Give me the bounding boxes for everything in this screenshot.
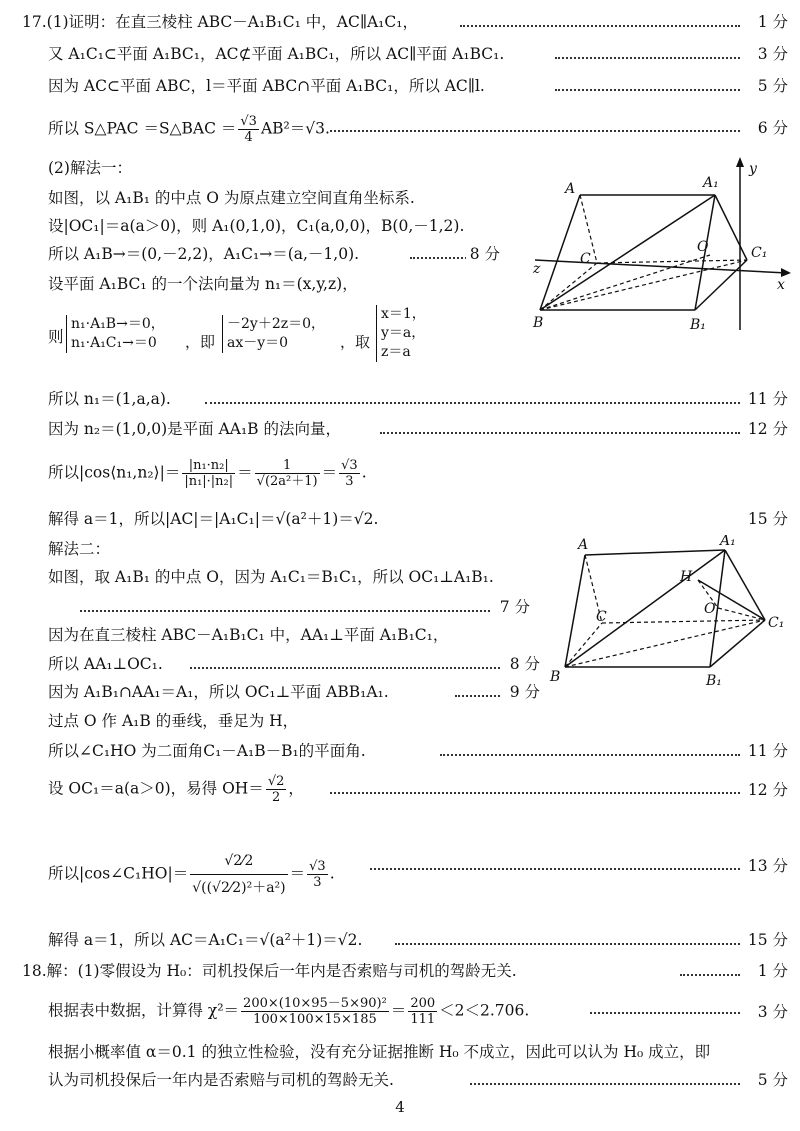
line-text: 所以 n₁＝(1,a,a).: [48, 390, 171, 408]
line-text: [48, 848, 335, 901]
denominator: 3: [313, 875, 322, 890]
leader-dots: [330, 130, 740, 132]
leader-dots: [190, 667, 500, 669]
score-label: 8 分: [466, 244, 500, 264]
line-text: 因为 A₁B₁∩AA₁＝A₁，所以 OC₁⊥平面 ABB₁A₁.: [48, 683, 389, 701]
answer-line: [0, 990, 800, 1034]
score-label: 5 分: [754, 1070, 788, 1090]
fraction: [182, 458, 235, 489]
answer-line: [0, 505, 800, 535]
segment-b-a1: [565, 550, 725, 667]
answer-line: [0, 448, 800, 492]
line-text: 所以∠C₁HO 为二面角C₁－A₁B－B₁的平面角.: [48, 742, 366, 760]
fraction: [266, 774, 287, 805]
numerator: |n₁·n₂|: [182, 458, 235, 474]
denominator: 111: [410, 1012, 436, 1027]
denominator: 100×100×15×185: [253, 1012, 377, 1027]
edge-a-b: [565, 555, 585, 667]
score-label: 15 分: [744, 509, 788, 529]
numerator: √2: [267, 774, 285, 789]
line-text: ，取: [340, 333, 371, 351]
formula-text: 所以|cos∠C₁HO|＝: [48, 864, 189, 883]
answer-line: [0, 1038, 800, 1068]
denominator: 3: [345, 474, 354, 489]
line-text: 18.解：(1)零假设为 H₀：司机投保后一年内是否索赔与司机的驾龄无关.: [22, 962, 517, 980]
equation: z＝a: [381, 344, 411, 360]
label-z: z: [533, 261, 541, 277]
equation: ax－y＝0: [227, 335, 289, 351]
score-label: 15 分: [744, 930, 788, 950]
score-label: 11 分: [744, 741, 788, 761]
label-y: y: [749, 161, 757, 177]
fraction: [255, 458, 320, 489]
answer-line: [0, 8, 800, 38]
leader-dots: [395, 943, 740, 945]
page-number: 4: [395, 1098, 405, 1116]
numerator: √3: [309, 859, 326, 874]
line-text: 认为司机投保后一年内是否索赔与司机的驾龄无关.: [48, 1071, 394, 1089]
label-o: O: [697, 239, 709, 255]
formula-text: 所以 S△PAC ＝S△BAC ＝: [48, 119, 237, 138]
leader-dots: [80, 610, 490, 612]
hidden-segment-o-c1: [718, 608, 765, 620]
answer-line: [0, 110, 800, 146]
fraction: [307, 859, 328, 890]
answer-line: [0, 828, 800, 906]
equation: x＝1，: [381, 306, 426, 322]
answer-line: [0, 72, 800, 102]
line-text: 设|OC₁|＝a(a＞0)，则 A₁(0,1,0)，C₁(a,0,0)，B(0,－1,2).: [48, 217, 465, 235]
y-arrow: [736, 157, 744, 167]
line-text: 解法二：: [48, 540, 111, 558]
line-text: 如图，取 A₁B₁ 的中点 O，因为 A₁C₁＝B₁C₁，所以 OC₁⊥A₁B₁.: [48, 568, 494, 586]
formula-text: 所以|cos⟨n₁,n₂⟩|＝: [48, 463, 181, 482]
edge-a-b: [540, 195, 580, 310]
leader-dots: [460, 25, 740, 27]
edge-a-a1: [585, 550, 725, 555]
hidden-edge-b-c: [565, 623, 602, 667]
label-o: O: [704, 601, 716, 617]
label-x: x: [777, 277, 785, 293]
label-c1: C₁: [768, 615, 785, 631]
denominator: √((√2⁄2)²＋a²): [192, 880, 286, 896]
formula-text: 设 OC₁＝a(a＞0)，易得 OH＝: [48, 779, 264, 798]
fraction: [241, 996, 389, 1027]
hidden-segment-b-c1: [540, 260, 747, 310]
denominator: 4: [244, 130, 253, 145]
leader-dots: [470, 1083, 740, 1085]
hidden-edge-c-c1: [597, 260, 747, 263]
formula-text: 根据表中数据，计算得 χ²＝: [48, 1001, 240, 1020]
label-c: C: [580, 251, 591, 267]
hidden-segment-b-c1: [565, 620, 765, 667]
x-arrow: [781, 268, 791, 277]
line-text: (2)解法一：: [48, 159, 132, 177]
score-label: 6 分: [754, 118, 788, 138]
line-text: 所以 A₁B→＝(0,－2,2)，A₁C₁→＝(a,－1,0).: [48, 245, 360, 263]
denominator: 2: [271, 790, 281, 805]
line-text: ，即: [185, 333, 216, 351]
score-label: 12 分: [744, 780, 788, 800]
answer-line: [0, 385, 800, 415]
answer-line: [0, 415, 800, 445]
answer-line: [0, 40, 800, 70]
fraction: [339, 458, 360, 489]
formula-text: .: [361, 463, 367, 482]
denominator: √(2a²＋1): [256, 474, 318, 489]
line-text: [48, 996, 529, 1027]
answer-line: [0, 707, 800, 737]
equation: y＝a，: [381, 325, 426, 341]
label-c1: C₁: [751, 245, 768, 261]
label-b: B: [533, 315, 544, 331]
score-label: 5 分: [754, 76, 788, 96]
label-a1: A₁: [703, 175, 719, 191]
score-label: 11 分: [744, 389, 788, 409]
answer-line: [0, 926, 800, 956]
line-text: 设平面 A₁BC₁ 的一个法向量为 n₁＝(x,y,z)，: [48, 275, 358, 293]
leader-dots: [370, 868, 740, 870]
leader-dots: [205, 402, 740, 404]
line-text: 17.(1)证明：在直三棱柱 ABC－A₁B₁C₁ 中，AC∥A₁C₁，: [22, 13, 418, 31]
label-b1: B₁: [706, 673, 722, 689]
segment-b-a1: [540, 195, 715, 310]
formula-text: ＜2＜2.706.: [439, 1001, 530, 1020]
answer-line: [0, 770, 800, 810]
line-text: 所以 AA₁⊥OC₁.: [48, 655, 163, 673]
line-text: [48, 774, 304, 805]
answer-line: [0, 1066, 800, 1096]
leader-dots: [330, 792, 740, 794]
leader-dots: [380, 432, 740, 434]
line-text: 解得 a＝1，所以|AC|＝|A₁C₁|＝√(a²＋1)＝√2.: [48, 510, 379, 528]
answer-line: [0, 737, 800, 767]
leader-dots: [440, 754, 740, 756]
line-text: 又 A₁C₁⊂平面 A₁BC₁，AC⊄平面 A₁BC₁，所以 AC∥平面 A₁BC₁.: [48, 45, 505, 63]
label-h: H: [680, 569, 693, 585]
label-a: A: [578, 537, 589, 553]
score-label: 3 分: [754, 1002, 788, 1022]
equation: －2y＋2z＝0，: [227, 316, 326, 332]
numerator: 200×(10×95－5×90)²: [243, 996, 387, 1011]
score-label: 9 分: [506, 682, 540, 702]
score-label: 1 分: [754, 961, 788, 981]
formula-text: ，: [288, 779, 304, 798]
numerator: 200: [410, 996, 436, 1011]
formula-text: ＝: [237, 463, 253, 482]
leader-dots: [555, 89, 740, 91]
fraction: [190, 848, 287, 901]
line-text: 解得 a＝1，所以 AC＝A₁C₁＝√(a²＋1)＝√2.: [48, 931, 363, 949]
numerator: 1: [255, 458, 320, 474]
line-text: 过点 O 作 A₁B 的垂线，垂足为 H，: [48, 712, 299, 730]
leader-dots: [410, 257, 470, 259]
formula-text: ＝: [390, 1001, 407, 1020]
score-label: 1 分: [754, 12, 788, 32]
fraction: [238, 114, 259, 145]
prism-dihedral-figure: [540, 535, 795, 695]
formula-text: AB²＝√3.: [260, 119, 330, 138]
line-text: 因为在直三棱柱 ABC－A₁B₁C₁ 中，AA₁⊥平面 A₁B₁C₁，: [48, 626, 449, 644]
score-label: 13 分: [744, 856, 788, 876]
denominator: |n₁|·|n₂|: [184, 474, 234, 489]
prism-coordinate-figure: [525, 155, 795, 340]
edge-a1-c1: [725, 550, 765, 620]
line-text: [48, 114, 330, 145]
formula-text: ＝: [289, 864, 306, 883]
formula-text: .: [329, 864, 335, 883]
label-a: A: [565, 181, 576, 197]
numerator: √3: [240, 114, 257, 129]
line-text: 如图，以 A₁B₁ 的中点 O 为原点建立空间直角坐标系.: [48, 189, 415, 207]
leader-dots: [455, 695, 500, 697]
equation: n₁·A₁C₁→＝0: [71, 335, 157, 351]
numerator: √2⁄2: [190, 848, 287, 875]
formula-text: ＝: [321, 463, 338, 482]
edge-a1-c1: [715, 195, 747, 260]
fraction: [408, 996, 437, 1027]
line-text: 因为 AC⊂平面 ABC，l＝平面 ABC∩平面 A₁BC₁，所以 AC∥l.: [48, 77, 485, 95]
score-label: 7 分: [496, 597, 530, 617]
label-b1: B₁: [690, 317, 706, 333]
line-text: 根据小概率值 α＝0.1 的独立性检验，没有充分证据推断 H₀ 不成立，因此可以认为 H₀ 成立，即: [48, 1043, 711, 1061]
score-label: 12 分: [744, 419, 788, 439]
score-label: 3 分: [754, 44, 788, 64]
hidden-segment-b-o: [540, 255, 710, 310]
leader-dots: [680, 974, 740, 976]
equation: n₁·A₁B→＝0，: [71, 316, 165, 332]
numerator: √3: [341, 458, 358, 473]
line-text: [48, 458, 367, 489]
answer-line: [0, 957, 800, 987]
equation-system: [222, 315, 325, 353]
score-label: 8 分: [506, 654, 540, 674]
label-a1: A₁: [720, 535, 736, 549]
line-text: 则: [48, 328, 64, 346]
label-c: C: [596, 609, 607, 625]
equation-system: [66, 315, 165, 353]
leader-dots: [555, 57, 740, 59]
line-text: 因为 n₂＝(1,0,0)是平面 AA₁B 的法向量，: [48, 420, 342, 438]
leader-dots: [590, 1012, 740, 1014]
label-b: B: [550, 669, 561, 685]
equation-system: [376, 305, 426, 362]
